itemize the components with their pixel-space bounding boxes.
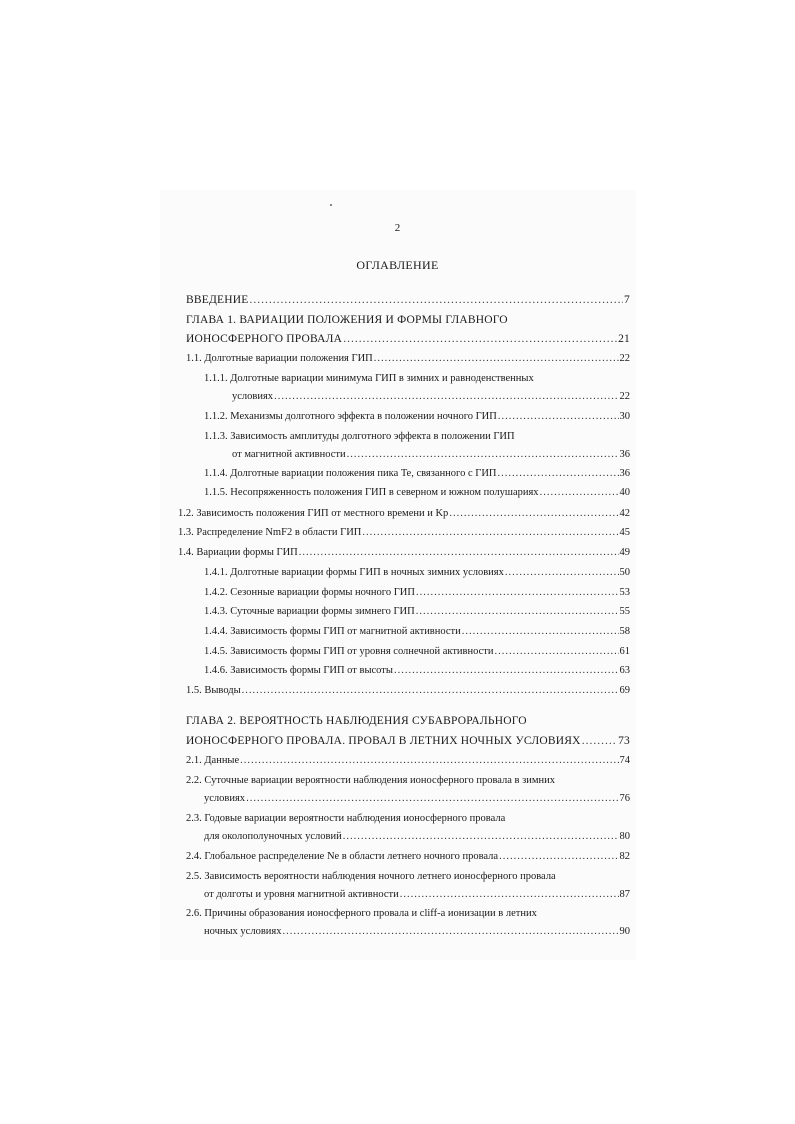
toc-entry[interactable]: [186, 906, 630, 922]
toc-entry[interactable]: [204, 409, 630, 425]
toc-leader: [495, 644, 619, 660]
toc-entry[interactable]: [186, 869, 630, 885]
toc-entry-text: 1.1.5. Несопряженность положения ГИП в северном и южном полушариях: [204, 487, 539, 498]
toc-entry[interactable]: [204, 887, 630, 903]
toc-entry[interactable]: [204, 466, 630, 482]
toc-entry-text: от магнитной активности: [232, 449, 346, 460]
toc-entry-text: 2.5. Зависимость вероятности наблюдения ночного летнего ионосферного провала: [186, 871, 556, 882]
toc-entry-text: 1.1.2. Механизмы долготного эффекта в положении ночного ГИП: [204, 411, 497, 422]
toc-entry[interactable]: [204, 644, 630, 660]
toc-entry-page: 63: [619, 665, 630, 676]
toc-leader: [343, 829, 619, 845]
toc-entry-page: 49: [619, 547, 630, 558]
toc-entry[interactable]: [204, 565, 630, 581]
toc-entry[interactable]: [186, 312, 630, 328]
toc-entry-page: 55: [619, 606, 630, 617]
toc-entry[interactable]: [232, 389, 630, 405]
page-number: 2: [394, 222, 401, 234]
toc-title: ОГЛАВЛЕНИЕ: [356, 258, 439, 272]
toc-leader: [498, 409, 619, 425]
toc-entry-page: 76: [619, 793, 630, 804]
toc-leader: [240, 753, 618, 769]
toc-leader: [462, 624, 619, 640]
toc-entry-text: 2.3. Годовые вариации вероятности наблюдения ионосферного провала: [186, 813, 506, 824]
toc-leader: [499, 849, 618, 865]
toc-entry[interactable]: [186, 773, 630, 789]
toc-entry-page: 21: [618, 333, 630, 345]
toc-entry-page: 61: [619, 646, 630, 657]
toc-leader: [347, 447, 619, 463]
toc-entry-text: 1.1. Долготные вариации положения ГИП: [186, 353, 373, 364]
toc-entry-text: 1.4. Вариации формы ГИП: [178, 547, 298, 558]
toc-entry[interactable]: [186, 683, 630, 699]
toc-entry-text: 2.2. Суточные вариации вероятности наблюдения ионосферного провала в зимних: [186, 775, 556, 786]
toc-leader: [374, 351, 619, 367]
toc-entry[interactable]: [204, 791, 630, 807]
toc-entry-text: ГЛАВА 2. ВЕРОЯТНОСТЬ НАБЛЮДЕНИЯ СУБАВРОРАЛЬНОГО: [186, 715, 527, 727]
toc-entry-page: 36: [619, 468, 630, 479]
toc-entry[interactable]: [204, 624, 630, 640]
toc-leader: [343, 331, 617, 347]
toc-entry[interactable]: [178, 506, 630, 522]
toc-entry[interactable]: [204, 663, 630, 679]
toc-entry-text: 1.3. Распределение NmF2 в области ГИП: [178, 527, 362, 538]
toc-entry-text: от долготы и уровня магнитной активности: [204, 889, 399, 900]
toc-leader: [299, 545, 619, 561]
toc-entry[interactable]: [186, 713, 630, 729]
toc-entry-page: 58: [619, 626, 630, 637]
toc-entry[interactable]: [186, 351, 630, 367]
toc-entry[interactable]: [232, 447, 630, 463]
toc-entry-text: 1.4.2. Сезонные вариации формы ночного ГИП: [204, 587, 415, 598]
toc-entry-text: 1.4.6. Зависимость формы ГИП от высоты: [204, 665, 393, 676]
toc-entry-page: 80: [619, 831, 630, 842]
toc-entry-page: 45: [619, 527, 630, 538]
toc-entry[interactable]: [204, 371, 630, 387]
toc-entry[interactable]: [186, 292, 630, 308]
toc-entry[interactable]: [186, 811, 630, 827]
toc-leader: [282, 924, 618, 940]
toc-entry-text: 1.2. Зависимость положения ГИП от местного времени и Kp: [178, 508, 449, 519]
toc-entry-page: 22: [619, 353, 630, 364]
toc-entry-text: 1.4.4. Зависимость формы ГИП от магнитной активности: [204, 626, 461, 637]
toc-entry[interactable]: [204, 585, 630, 601]
toc-leader: [449, 506, 618, 522]
toc-leader: [416, 585, 619, 601]
toc-entry-page: 73: [618, 735, 630, 747]
toc-leader: [582, 733, 617, 749]
toc-leader: [540, 485, 619, 501]
toc-entry-text: 2.4. Глобальное распределение Ne в области летнего ночного провала: [186, 851, 499, 862]
toc-entry-text: 1.5. Выводы: [186, 685, 241, 696]
toc-entry-text: ВВЕДЕНИЕ: [186, 294, 249, 306]
toc-entry[interactable]: [186, 331, 630, 347]
toc-entry[interactable]: [186, 753, 630, 769]
toc-entry-page: 30: [619, 411, 630, 422]
toc-entry-page: 7: [624, 294, 630, 306]
toc-leader: [498, 466, 619, 482]
toc-entry-page: 69: [619, 685, 630, 696]
toc-entry-page: 90: [619, 926, 630, 937]
toc-entry-text: ИОНОСФЕРНОГО ПРОВАЛА. ПРОВАЛ В ЛЕТНИХ НОЧНЫХ УСЛОВИЯХ: [186, 735, 581, 747]
toc-entry[interactable]: [204, 485, 630, 501]
toc-entry-text: условиях: [204, 793, 246, 804]
toc-leader: [274, 389, 618, 405]
toc-entry-text: 1.4.5. Зависимость формы ГИП от уровня солнечной активности: [204, 646, 494, 657]
toc-entry-page: 50: [619, 567, 630, 578]
toc-entry[interactable]: [204, 924, 630, 940]
toc-entry-text: для околополуночных условий: [204, 831, 342, 842]
toc-leader: [400, 887, 619, 903]
toc-entry-page: 53: [619, 587, 630, 598]
toc-entry-text: ночных условиях: [204, 926, 282, 937]
toc-entry-text: условиях: [232, 391, 274, 402]
toc-entry-text: 1.1.4. Долготные вариации положения пика Te, связанного с ГИП: [204, 468, 497, 479]
toc-entry-text: ГЛАВА 1. ВАРИАЦИИ ПОЛОЖЕНИЯ И ФОРМЫ ГЛАВНОГО: [186, 314, 508, 326]
toc-entry-text: ИОНОСФЕРНОГО ПРОВАЛА: [186, 333, 343, 345]
toc-leader: [242, 683, 619, 699]
toc-entry-page: 42: [619, 508, 630, 519]
toc-entry[interactable]: [204, 829, 630, 845]
toc-entry[interactable]: [204, 429, 630, 445]
toc-entry[interactable]: [178, 545, 630, 561]
toc-entry-text: 2.1. Данные: [186, 755, 240, 766]
toc-entry-text: 1.4.3. Суточные вариации формы зимнего ГИП: [204, 606, 415, 617]
toc-entry-page: 22: [619, 391, 630, 402]
toc-entry[interactable]: [186, 733, 630, 749]
toc-entry-text: 2.6. Причины образования ионосферного провала и cliff-а ионизации в летних: [186, 908, 537, 919]
toc-entry[interactable]: [204, 604, 630, 620]
toc-leader: [394, 663, 619, 679]
toc-leader: [416, 604, 619, 620]
toc-entry-page: 87: [619, 889, 630, 900]
toc-entry-text: 1.1.1. Долготные вариации минимума ГИП в зимних и равноденственных: [204, 373, 534, 384]
toc-leader: [246, 791, 618, 807]
toc-entry-page: 74: [619, 755, 630, 766]
toc-leader: [249, 292, 623, 308]
toc-entry-page: 36: [619, 449, 630, 460]
toc-entry[interactable]: [178, 525, 630, 541]
toc-entry-text: 1.4.1. Долготные вариации формы ГИП в ночных зимних условиях: [204, 567, 504, 578]
toc-leader: [505, 565, 619, 581]
toc-leader: [362, 525, 618, 541]
toc-entry-page: 82: [619, 851, 630, 862]
toc-entry[interactable]: [186, 849, 630, 865]
toc-entry-page: 40: [619, 487, 630, 498]
toc-entry-text: 1.1.3. Зависимость амплитуды долготного эффекта в положении ГИП: [204, 431, 515, 442]
